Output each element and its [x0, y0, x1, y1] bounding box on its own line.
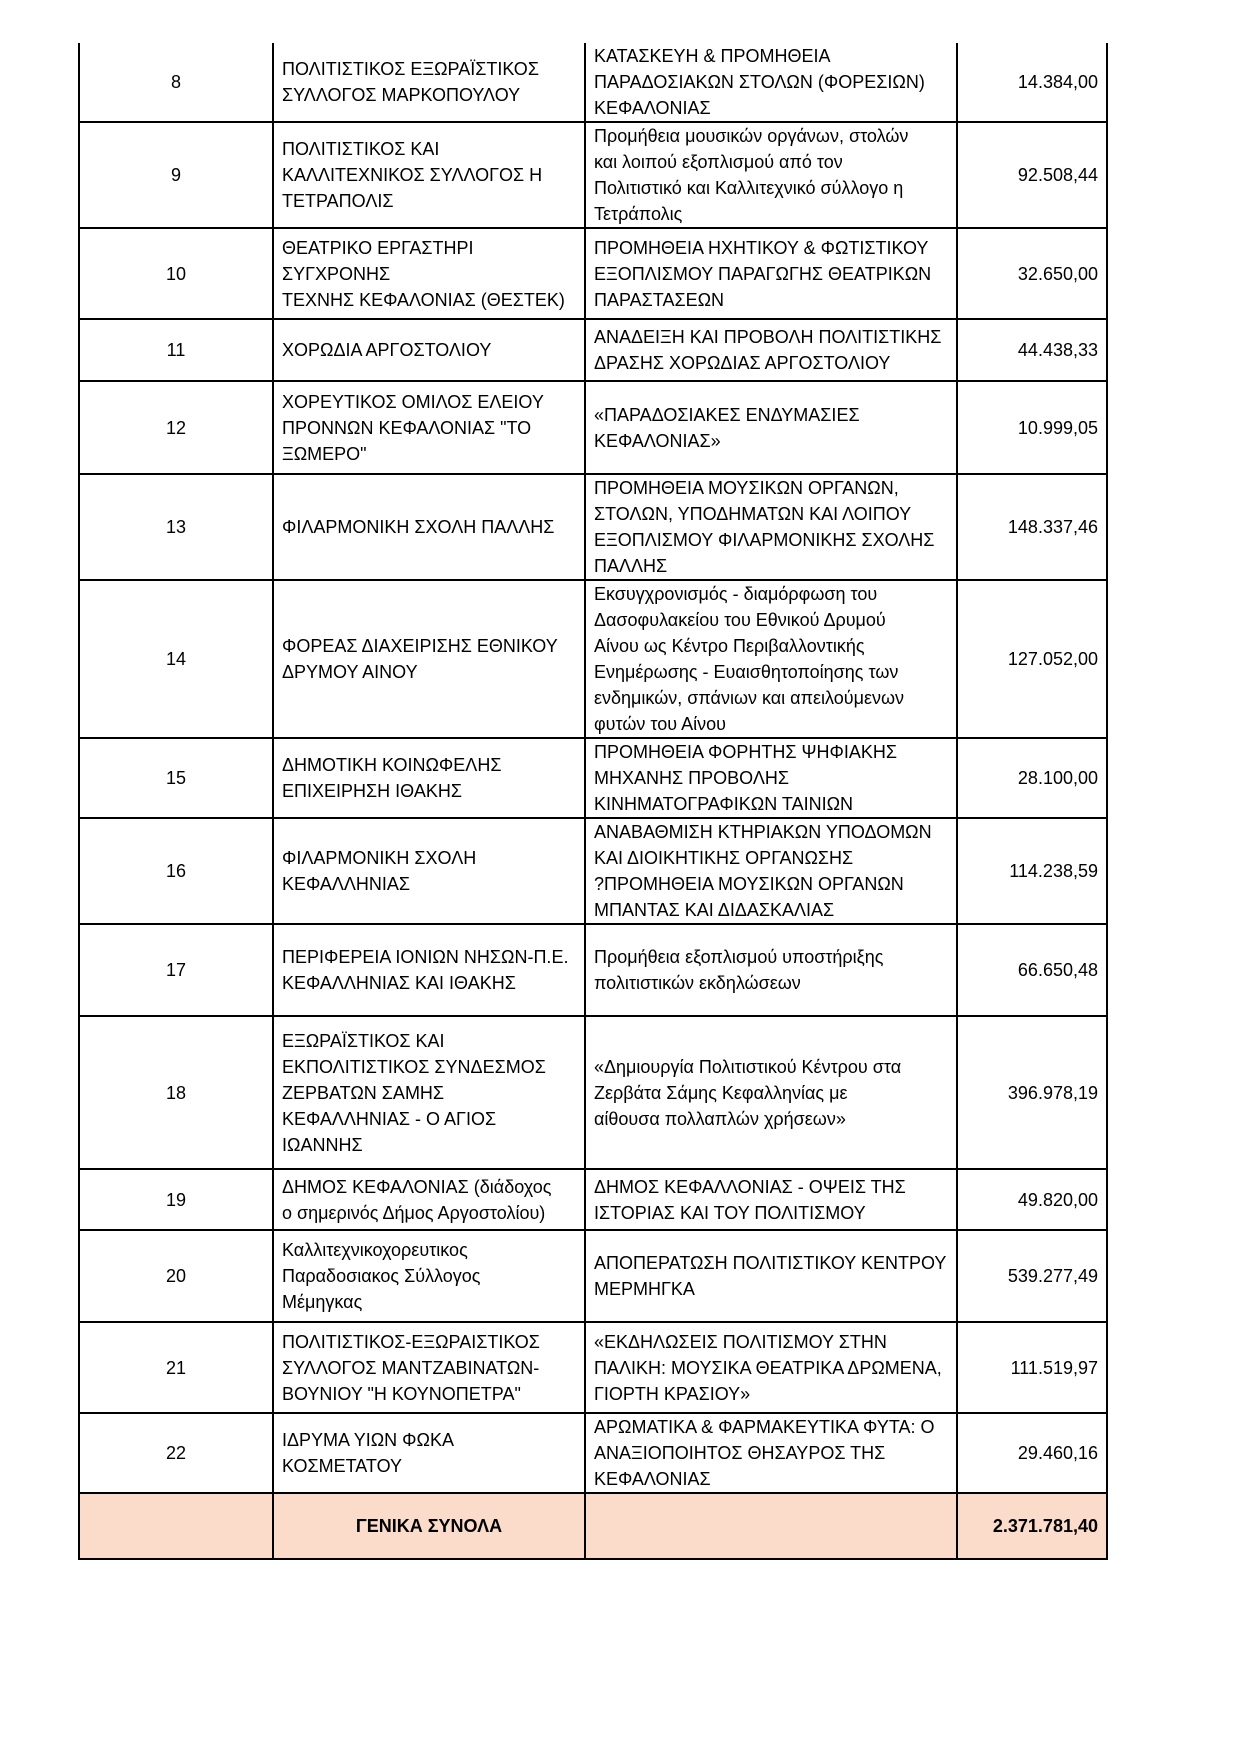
row-number-cell: 16 [79, 818, 273, 924]
amount-cell: 44.438,33 [957, 319, 1107, 381]
table-row [79, 924, 1107, 1016]
table-row [79, 43, 1107, 122]
organization-cell: ΦΙΛΑΡΜΟΝΙΚΗ ΣΧΟΛΗ ΚΕΦΑΛΛΗΝΙΑΣ [273, 818, 585, 924]
organization-cell: ΕΞΩΡΑΪΣΤΙΚΟΣ ΚΑΙ ΕΚΠΟΛΙΤΙΣΤΙΚΟΣ ΣΥΝΔΕΣΜΟΣ ΖΕΡΒΑΤΩΝ ΣΑΜΗΣ ΚΕΦΑΛΛΗΝΙΑΣ - Ο ΑΓΙΟΣ ΙΩΑΝΝΗΣ [273, 1016, 585, 1169]
row-number-cell: 8 [79, 43, 273, 122]
row-number-cell: 13 [79, 474, 273, 580]
table-row [79, 1230, 1107, 1322]
amount-cell: 127.052,00 [957, 580, 1107, 738]
row-number-cell: 18 [79, 1016, 273, 1169]
amount-cell: 29.460,16 [957, 1413, 1107, 1493]
totals-row [79, 1493, 1107, 1559]
row-number-cell: 20 [79, 1230, 273, 1322]
funding-table [78, 43, 1108, 1560]
project-cell: ΑΝΑΒΑΘΜΙΣΗ ΚΤΗΡΙΑΚΩΝ ΥΠΟΔΟΜΩΝ ΚΑΙ ΔΙΟΙΚΗΤΙΚΗΣ ΟΡΓΑΝΩΣΗΣ ?ΠΡΟΜΗΘΕΙΑ ΜΟΥΣΙΚΩΝ ΟΡΓΑΝΩΝ ΜΠΑΝΤΑΣ ΚΑΙ ΔΙΔΑΣΚΑΛΙΑΣ [585, 818, 957, 924]
row-number-cell: 17 [79, 924, 273, 1016]
organization-cell: ΠΕΡΙΦΕΡΕΙΑ ΙΟΝΙΩΝ ΝΗΣΩΝ-Π.Ε. ΚΕΦΑΛΛΗΝΙΑΣ ΚΑΙ ΙΘΑΚΗΣ [273, 924, 585, 1016]
row-number-cell: 10 [79, 228, 273, 319]
table-row [79, 1169, 1107, 1230]
table-row [79, 228, 1107, 319]
organization-cell: ΠΟΛΙΤΙΣΤΙΚΟΣ-ΕΞΩΡΑΙΣΤΙΚΟΣ ΣΥΛΛΟΓΟΣ ΜΑΝΤΖΑΒΙΝΑΤΩΝ- ΒΟΥΝΙΟΥ "Η ΚΟΥΝΟΠΕΤΡΑ" [273, 1322, 585, 1413]
project-cell: «ΠΑΡΑΔΟΣΙΑΚΕΣ ΕΝΔΥΜΑΣΙΕΣ ΚΕΦΑΛΟΝΙΑΣ» [585, 381, 957, 474]
row-number-cell: 21 [79, 1322, 273, 1413]
organization-cell: ΔΗΜΟΤΙΚΗ ΚΟΙΝΩΦΕΛΗΣ ΕΠΙΧΕΙΡΗΣΗ ΙΘΑΚΗΣ [273, 738, 585, 818]
amount-cell: 10.999,05 [957, 381, 1107, 474]
totals-empty-cell [585, 1493, 957, 1559]
row-number-cell: 15 [79, 738, 273, 818]
project-cell: ΠΡΟΜΗΘΕΙΑ ΗΧΗΤΙΚΟΥ & ΦΩΤΙΣΤΙΚΟΥ ΕΞΟΠΛΙΣΜΟΥ ΠΑΡΑΓΩΓΗΣ ΘΕΑΤΡΙΚΩΝ ΠΑΡΑΣΤΑΣΕΩΝ [585, 228, 957, 319]
project-cell: Προμήθεια μουσικών οργάνων, στολών και λοιπού εξοπλισμού από τον Πολιτιστικό και Καλλιτεχνικό σύλλογο η Τετράπολις [585, 122, 957, 228]
organization-cell: ΠΟΛΙΤΙΣΤΙΚΟΣ ΚΑΙ ΚΑΛΛΙΤΕΧΝΙΚΟΣ ΣΥΛΛΟΓΟΣ Η ΤΕΤΡΑΠΟΛΙΣ [273, 122, 585, 228]
organization-cell: Καλλιτεχνικοχορευτικος Παραδοσιακος Σύλλογος Μέμηγκας [273, 1230, 585, 1322]
project-cell: ΑΡΩΜΑΤΙΚΑ & ΦΑΡΜΑΚΕΥΤΙΚΑ ΦΥΤΑ: Ο ΑΝΑΞΙΟΠΟΙΗΤΟΣ ΘΗΣΑΥΡΟΣ ΤΗΣ ΚΕΦΑΛΟΝΙΑΣ [585, 1413, 957, 1493]
table-row [79, 319, 1107, 381]
table-row [79, 1322, 1107, 1413]
project-cell: ΠΡΟΜΗΘΕΙΑ ΦΟΡΗΤΗΣ ΨΗΦΙΑΚΗΣ ΜΗΧΑΝΗΣ ΠΡΟΒΟΛΗΣ ΚΙΝΗΜΑΤΟΓΡΑΦΙΚΩΝ ΤΑΙΝΙΩΝ [585, 738, 957, 818]
table-row [79, 1016, 1107, 1169]
organization-cell: ΘΕΑΤΡΙΚΟ ΕΡΓΑΣΤΗΡΙ ΣΥΓΧΡΟΝΗΣ ΤΕΧΝΗΣ ΚΕΦΑΛΟΝΙΑΣ (ΘΕΣΤΕΚ) [273, 228, 585, 319]
amount-cell: 49.820,00 [957, 1169, 1107, 1230]
amount-cell: 114.238,59 [957, 818, 1107, 924]
totals-empty-cell [79, 1493, 273, 1559]
organization-cell: ΦΟΡΕΑΣ ΔΙΑΧΕΙΡΙΣΗΣ ΕΘΝΙΚΟΥ ΔΡΥΜΟΥ ΑΙΝΟΥ [273, 580, 585, 738]
organization-cell: ΧΟΡΩΔΙΑ ΑΡΓΟΣΤΟΛΙΟΥ [273, 319, 585, 381]
amount-cell: 111.519,97 [957, 1322, 1107, 1413]
row-number-cell: 14 [79, 580, 273, 738]
amount-cell: 32.650,00 [957, 228, 1107, 319]
row-number-cell: 11 [79, 319, 273, 381]
table-row [79, 381, 1107, 474]
project-cell: Προμήθεια εξοπλισμού υποστήριξης πολιτιστικών εκδηλώσεων [585, 924, 957, 1016]
table-row [79, 122, 1107, 228]
amount-cell: 148.337,46 [957, 474, 1107, 580]
project-cell: ΑΝΑΔΕΙΞΗ ΚΑΙ ΠΡΟΒΟΛΗ ΠΟΛΙΤΙΣΤΙΚΗΣ ΔΡΑΣΗΣ ΧΟΡΩΔΙΑΣ ΑΡΓΟΣΤΟΛΙΟΥ [585, 319, 957, 381]
project-cell: ΚΑΤΑΣΚΕΥΗ & ΠΡΟΜΗΘΕΙΑ ΠΑΡΑΔΟΣΙΑΚΩΝ ΣΤΟΛΩΝ (ΦΟΡΕΣΙΩΝ) ΚΕΦΑΛΟΝΙΑΣ [585, 43, 957, 122]
table-row [79, 580, 1107, 738]
organization-cell: ΔΗΜΟΣ ΚΕΦΑΛΟΝΙΑΣ (διάδοχος ο σημερινός Δήμος Αργοστολίου) [273, 1169, 585, 1230]
table-row [79, 474, 1107, 580]
row-number-cell: 22 [79, 1413, 273, 1493]
amount-cell: 92.508,44 [957, 122, 1107, 228]
totals-label: ΓΕΝΙΚΑ ΣΥΝΟΛΑ [273, 1493, 585, 1559]
table-row [79, 1413, 1107, 1493]
project-cell: «ΕΚΔΗΛΩΣΕΙΣ ΠΟΛΙΤΙΣΜΟΥ ΣΤΗΝ ΠΑΛΙΚΗ: ΜΟΥΣΙΚΑ ΘΕΑΤΡΙΚΑ ΔΡΩΜΕΝΑ, ΓΙΟΡΤΗ ΚΡΑΣΙΟΥ» [585, 1322, 957, 1413]
amount-cell: 28.100,00 [957, 738, 1107, 818]
project-cell: Εκσυγχρονισμός - διαμόρφωση του Δασοφυλακείου του Εθνικού Δρυμού Αίνου ως Κέντρο Περιβαλλοντικής Ενημέρωσης - Ευαισθητοποίησης των ενδημικών, σπάνιων και απειλούμενων φυτών του Αίνου [585, 580, 957, 738]
totals-amount: 2.371.781,40 [957, 1493, 1107, 1559]
amount-cell: 396.978,19 [957, 1016, 1107, 1169]
row-number-cell: 9 [79, 122, 273, 228]
project-cell: ΠΡΟΜΗΘΕΙΑ ΜΟΥΣΙΚΩΝ ΟΡΓΑΝΩΝ, ΣΤΟΛΩΝ, ΥΠΟΔΗΜΑΤΩΝ ΚΑΙ ΛΟΙΠΟΥ ΕΞΟΠΛΙΣΜΟΥ ΦΙΛΑΡΜΟΝΙΚΗΣ ΣΧΟΛΗΣ ΠΑΛΛΗΣ [585, 474, 957, 580]
organization-cell: ΙΔΡΥΜΑ ΥΙΩΝ ΦΩΚΑ ΚΟΣΜΕΤΑΤΟΥ [273, 1413, 585, 1493]
amount-cell: 66.650,48 [957, 924, 1107, 1016]
project-cell: ΑΠΟΠΕΡΑΤΩΣΗ ΠΟΛΙΤΙΣΤΙΚΟΥ ΚΕΝΤΡΟΥ ΜΕΡΜΗΓΚΑ [585, 1230, 957, 1322]
table-row [79, 818, 1107, 924]
amount-cell: 539.277,49 [957, 1230, 1107, 1322]
organization-cell: ΠΟΛΙΤΙΣΤΙΚΟΣ ΕΞΩΡΑΪΣΤΙΚΟΣ ΣΥΛΛΟΓΟΣ ΜΑΡΚΟΠΟΥΛΟΥ [273, 43, 585, 122]
organization-cell: ΦΙΛΑΡΜΟΝΙΚΗ ΣΧΟΛΗ ΠΑΛΛΗΣ [273, 474, 585, 580]
table-row [79, 738, 1107, 818]
row-number-cell: 12 [79, 381, 273, 474]
project-cell: ΔΗΜΟΣ ΚΕΦΑΛΛΟΝΙΑΣ - ΟΨΕΙΣ ΤΗΣ ΙΣΤΟΡΙΑΣ ΚΑΙ ΤΟΥ ΠΟΛΙΤΙΣΜΟΥ [585, 1169, 957, 1230]
organization-cell: ΧΟΡΕΥΤΙΚΟΣ ΟΜΙΛΟΣ ΕΛΕΙΟΥ ΠΡΟΝΝΩΝ ΚΕΦΑΛΟΝΙΑΣ "ΤΟ ΞΩΜΕΡΟ" [273, 381, 585, 474]
row-number-cell: 19 [79, 1169, 273, 1230]
amount-cell: 14.384,00 [957, 43, 1107, 122]
project-cell: «Δημιουργία Πολιτιστικού Κέντρου στα Ζερβάτα Σάμης Κεφαλληνίας με αίθουσα πολλαπλών χρήσεων» [585, 1016, 957, 1169]
